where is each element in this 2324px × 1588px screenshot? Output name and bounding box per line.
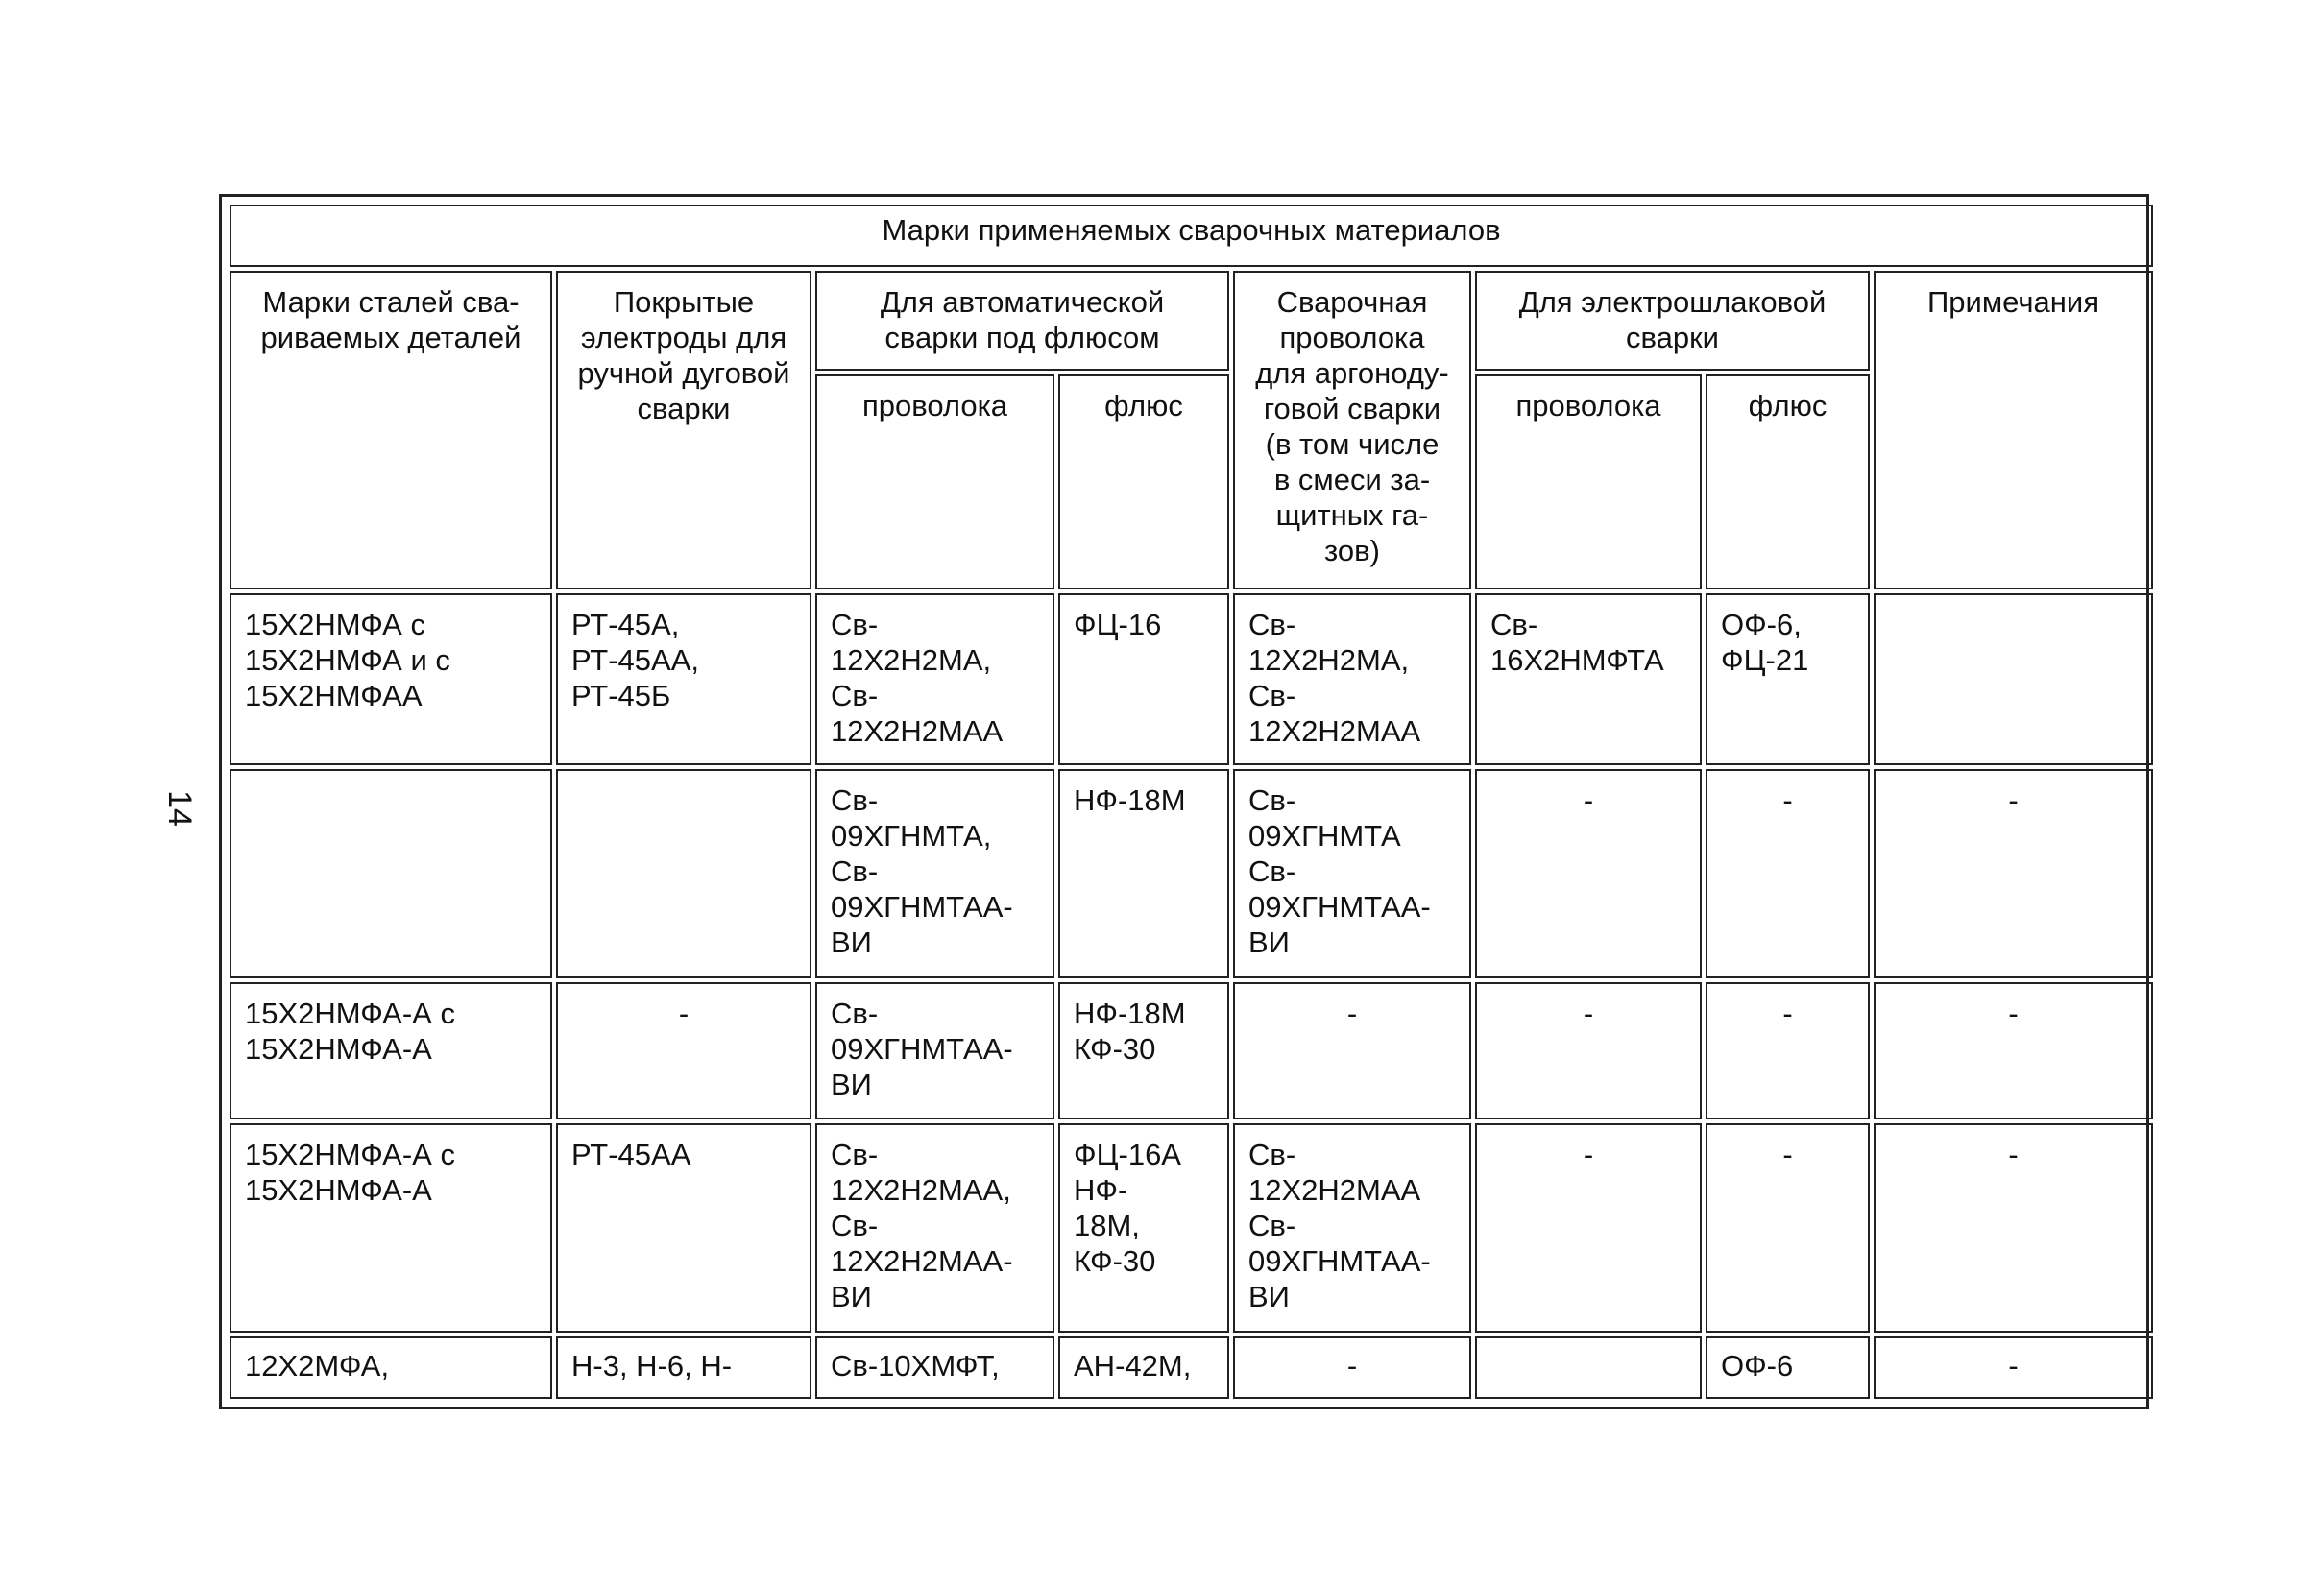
table-caption: Марки применяемых сварочных материалов: [230, 205, 2153, 267]
cell-es-flux: -: [1706, 982, 1870, 1119]
cell-notes: -: [1874, 769, 2153, 978]
cell-argon-wire: Св- 12Х2Н2МАА Св- 09ХГНМТАА- ВИ: [1233, 1123, 1471, 1333]
cell-electrodes: [556, 769, 811, 978]
header-es-flux: флюс: [1706, 374, 1870, 589]
cell-steel: 15Х2НМФА с 15Х2НМФА и с 15Х2НМФАА: [230, 593, 552, 765]
cell-auto-wire: Св- 09ХГНМТАА- ВИ: [815, 982, 1054, 1119]
cell-auto-wire: Св- 09ХГНМТА, Св- 09ХГНМТАА- ВИ: [815, 769, 1054, 978]
cell-steel: [230, 769, 552, 978]
header-auto-wire: проволока: [815, 374, 1054, 589]
header-steel-grades: Марки сталей сва- риваемых деталей: [230, 271, 552, 589]
cell-es-wire: -: [1475, 769, 1702, 978]
page-number: 14: [160, 790, 198, 827]
cell-electrodes: Н-3, Н-6, Н-: [556, 1336, 811, 1399]
cell-argon-wire: -: [1233, 982, 1471, 1119]
cell-steel: 12Х2МФА,: [230, 1336, 552, 1399]
cell-auto-wire: Св- 12Х2Н2МАА, Св- 12Х2Н2МАА- ВИ: [815, 1123, 1054, 1333]
cell-es-flux: -: [1706, 769, 1870, 978]
cell-steel: 15Х2НМФА-А с 15Х2НМФА-А: [230, 982, 552, 1119]
cell-es-flux: ОФ-6, ФЦ-21: [1706, 593, 1870, 765]
cell-auto-flux: ФЦ-16А НФ- 18М, КФ-30: [1058, 1123, 1229, 1333]
cell-es-wire: -: [1475, 1123, 1702, 1333]
cell-es-flux: -: [1706, 1123, 1870, 1333]
cell-argon-wire: Св- 09ХГНМТА Св- 09ХГНМТАА- ВИ: [1233, 769, 1471, 978]
table-row: [230, 1123, 2153, 1333]
cell-es-wire: [1475, 1336, 1702, 1399]
table-grid: [226, 201, 2157, 1403]
cell-auto-flux: АН-42М,: [1058, 1336, 1229, 1399]
cell-notes: -: [1874, 982, 2153, 1119]
cell-auto-flux: НФ-18М КФ-30: [1058, 982, 1229, 1119]
cell-notes: -: [1874, 1123, 2153, 1333]
cell-electrodes: РТ-45АА: [556, 1123, 811, 1333]
cell-notes: -: [1874, 1336, 2153, 1399]
table-row: [230, 593, 2153, 765]
header-coated-electrodes: Покрытые электроды для ручной дуговой сварки: [556, 271, 811, 589]
table-row: [230, 1336, 2153, 1399]
cell-auto-flux: ФЦ-16: [1058, 593, 1229, 765]
cell-notes: [1874, 593, 2153, 765]
cell-es-wire: Св- 16Х2НМФТА: [1475, 593, 1702, 765]
header-auto-flux: флюс: [1058, 374, 1229, 589]
header-electroslag: Для электрошлаковой сварки: [1475, 271, 1870, 371]
table-row: [230, 769, 2153, 978]
cell-es-flux: ОФ-6: [1706, 1336, 1870, 1399]
cell-auto-flux: НФ-18М: [1058, 769, 1229, 978]
cell-auto-wire: Св-10ХМФТ,: [815, 1336, 1054, 1399]
table-row: [230, 982, 2153, 1119]
header-es-wire: проволока: [1475, 374, 1702, 589]
cell-argon-wire: Св- 12Х2Н2МА, Св- 12Х2Н2МАА: [1233, 593, 1471, 765]
cell-argon-wire: -: [1233, 1336, 1471, 1399]
header-argon-wire: Сварочная проволока для аргоноду- говой сварки (в том числе в смеси за- щитных га- зов): [1233, 271, 1471, 589]
welding-materials-table: [219, 194, 2149, 1409]
cell-electrodes: -: [556, 982, 811, 1119]
cell-es-wire: -: [1475, 982, 1702, 1119]
cell-electrodes: РТ-45А, РТ-45АА, РТ-45Б: [556, 593, 811, 765]
header-auto-submerged: Для автоматической сварки под флюсом: [815, 271, 1229, 371]
cell-auto-wire: Св- 12Х2Н2МА, Св- 12Х2Н2МАА: [815, 593, 1054, 765]
header-notes: Примечания: [1874, 271, 2153, 589]
cell-steel: 15Х2НМФА-А с 15Х2НМФА-А: [230, 1123, 552, 1333]
